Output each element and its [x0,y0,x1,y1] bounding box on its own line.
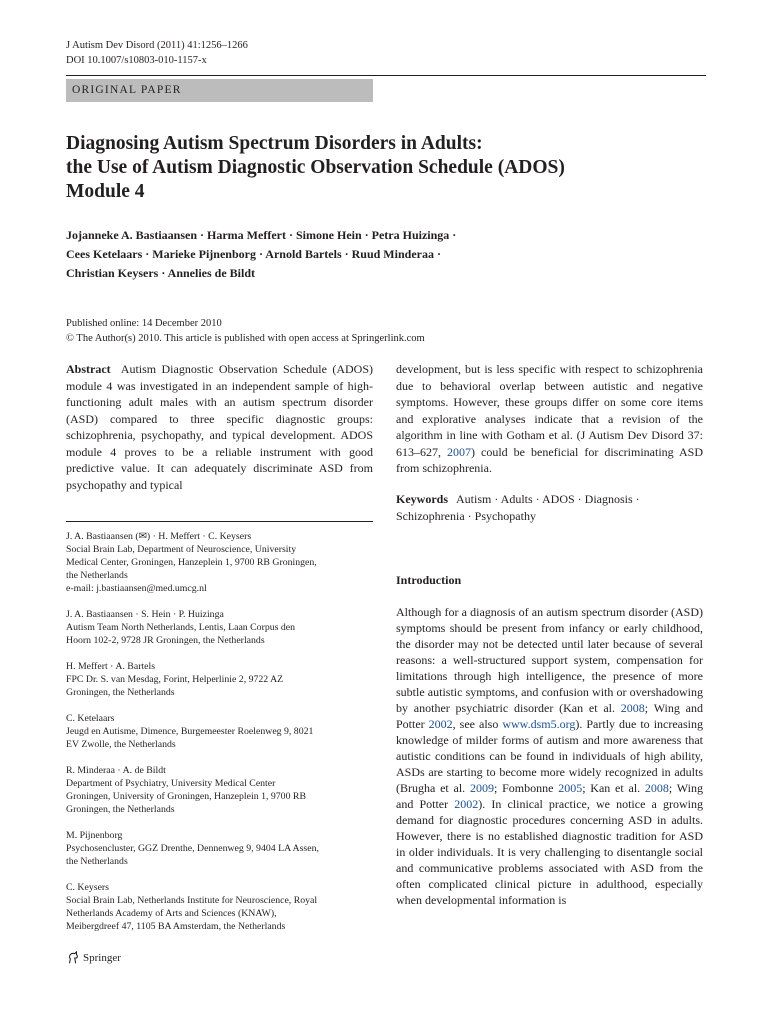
intro-text: ). In clinical practice, we notice a growing demand for diagnostic procedures concerning ASD in adults. However, there is no established diagnostic tradition for ASD in older individuals. It is very challenging to disentangle social and communicative problems associated with ASD from the often complicated clinical picture in adulthood, especially when developmental information is [396,797,703,907]
introduction-heading: Introduction [396,573,462,587]
article-title [66,132,706,204]
affiliation-line: Hoorn 102-2, 9728 JR Groningen, the Netherlands [66,635,265,646]
affiliation-authors: C. Ketelaars [66,713,115,724]
affiliation-authors: J. A. Bastiaansen (✉) · H. Meffert · C. Keysers [66,531,252,542]
affiliation-authors: H. Meffert · A. Bartels [66,661,156,672]
title-line: Module 4 [66,181,145,202]
affiliation-line: Jeugd en Autisme, Dimence, Burgemeester Roelenweg 9, 8021 [66,726,314,737]
affiliation-line: the Netherlands [66,856,128,867]
affiliation-line: Groningen, the Netherlands [66,804,175,815]
citation-link[interactable]: 2005 [558,781,583,795]
citation-link[interactable]: 2008 [644,781,669,795]
publication-info [66,316,706,346]
keywords-label: Keywords [396,492,448,506]
citation-link[interactable]: 2007 [447,444,472,459]
affiliation-line: Social Brain Lab, Netherlands Institute for Neuroscience, Royal [66,895,318,906]
affiliation-line: Groningen, the Netherlands [66,687,175,698]
keywords [396,491,703,525]
affiliation-block [66,829,373,868]
abstract-right [396,361,703,477]
abstract-text-cont: development, but is less specific with respect to schizophrenia due to behavioral overlap between autistic and negative symptoms. However, these groups differ on some core items and explorative analyses indicate that a revision of the algorithm in line with Gotham et al. (J Autism Dev Disord 37: 613–627, [396,362,703,459]
affiliation-line: Netherlands Academy of Arts and Sciences (KNAW), [66,908,277,919]
abstract-label: Abstract [66,362,111,376]
affiliation-line: Department of Psychiatry, University Medical Center [66,778,276,789]
author-list [66,226,706,283]
affiliation-block [66,712,373,751]
affiliation-authors: C. Keysers [66,882,109,893]
abstract-left [66,361,373,493]
affiliation-line: e-mail: j.bastiaansen@med.umcg.nl [66,583,207,594]
citation-link[interactable]: 2009 [469,781,494,795]
affiliation-authors: M. Pijnenborg [66,830,123,841]
title-line: Diagnosing Autism Spectrum Disorders in Adults: [66,133,483,154]
citation-link[interactable]: 2002 [428,717,453,731]
affiliation-line: Social Brain Lab, Department of Neuroscience, University [66,544,297,555]
affiliations [66,530,373,946]
publisher-footer [66,951,121,965]
author-line: Cees Ketelaars · Marieke Pijnenborg · Arnold Bartels · Ruud Minderaa · [66,247,441,261]
affiliation-block [66,530,373,595]
affiliation-authors: R. Minderaa · A. de Bildt [66,765,166,776]
affiliation-line: FPC Dr. S. van Mesdag, Forint, Helperlinie 2, 9722 AZ [66,674,284,685]
affiliation-block [66,608,373,647]
springer-horse-icon [66,951,80,965]
introduction-body [396,604,703,908]
journal-citation: J Autism Dev Disord (2011) 41:1256–1266 [66,40,248,51]
affiliation-block [66,764,373,816]
footnote-rule [66,521,373,522]
intro-text: ; Kan et al. [582,781,645,795]
affiliation-line: the Netherlands [66,570,128,581]
affiliation-line: Medical Center, Groningen, Hanzeplein 1, 9700 RB Groningen, [66,557,317,568]
citation-link[interactable]: 2002 [454,797,479,811]
affiliation-authors: J. A. Bastiaansen · S. Hein · P. Huizinga [66,609,224,620]
title-line: the Use of Autism Diagnostic Observation Schedule (ADOS) [66,157,565,178]
citation-link[interactable]: www.dsm5.org [502,717,576,731]
citation-link[interactable]: 2008 [620,701,645,715]
published-date: Published online: 14 December 2010 [66,318,222,329]
abstract-text: Autism Diagnostic Observation Schedule (ADOS) module 4 was investigated in an independent sample of high-functioning adult males with an autism spectrum disorder (ASD) compared to three specific diagnostic groups: schizophrenia, psychopathy, and typical development. ADOS module 4 proves to be a reliable instrument with good predictive value. It can adequately discriminate ASD from psychopathy and typical [66,362,373,492]
affiliation-block [66,881,373,933]
affiliation-block [66,660,373,699]
copyright-notice: © The Author(s) 2010. This article is published with open access at Springerlink.com [66,333,425,344]
intro-text: ). Partly due to increasing knowledge of milder forms of autism and more awareness that autistic conditions can be found in individuals of high ability, ASDs are starting to become more widely recognized in adults (Brugha et al. [396,717,703,795]
intro-text: , see also [452,717,503,731]
intro-text: ; Wing and Potter [396,781,703,811]
intro-text: ; Wing and Potter [396,701,703,731]
journal-doi: DOI 10.1007/s10803-010-1157-x [66,55,207,66]
intro-text: Although for a diagnosis of an autism spectrum disorder (ASD) symptoms should be present from infancy or early childhood, the disorder may not be detected until later because of several reasons: a well-structured support system, compensation for limitations through high intelligence, the presence of more subtle autistic symptoms, and confusion with or overshadowing by another psychiatric disorder (Kan et al. [396,605,703,715]
publisher-name: Springer [83,952,121,964]
affiliation-line: Autism Team North Netherlands, Lentis, Laan Corpus den [66,622,296,633]
affiliation-line: EV Zwolle, the Netherlands [66,739,176,750]
affiliation-line: Psychosencluster, GGZ Drenthe, Dennenweg 9, 9404 LA Assen, [66,843,319,854]
affiliation-line: Groningen, University of Groningen, Hanzeplein 1, 9700 RB [66,791,306,802]
author-line: Christian Keysers · Annelies de Bildt [66,266,256,280]
header-rule [66,75,706,76]
journal-header [66,38,248,68]
article-type-band: ORIGINAL PAPER [66,79,373,102]
keywords-text: Autism · Adults · ADOS · Diagnosis · Schizophrenia · Psychopathy [396,492,640,523]
author-line: Jojanneke A. Bastiaansen · Harma Meffert · Simone Hein · Petra Huizinga · [66,228,457,242]
affiliation-line: Meibergdreef 47, 1105 BA Amsterdam, the Netherlands [66,921,286,932]
intro-text: ; Fombonne [493,781,559,795]
abstract-text-end: ) could be beneficial for discriminating ASD from schizophrenia. [396,444,703,475]
